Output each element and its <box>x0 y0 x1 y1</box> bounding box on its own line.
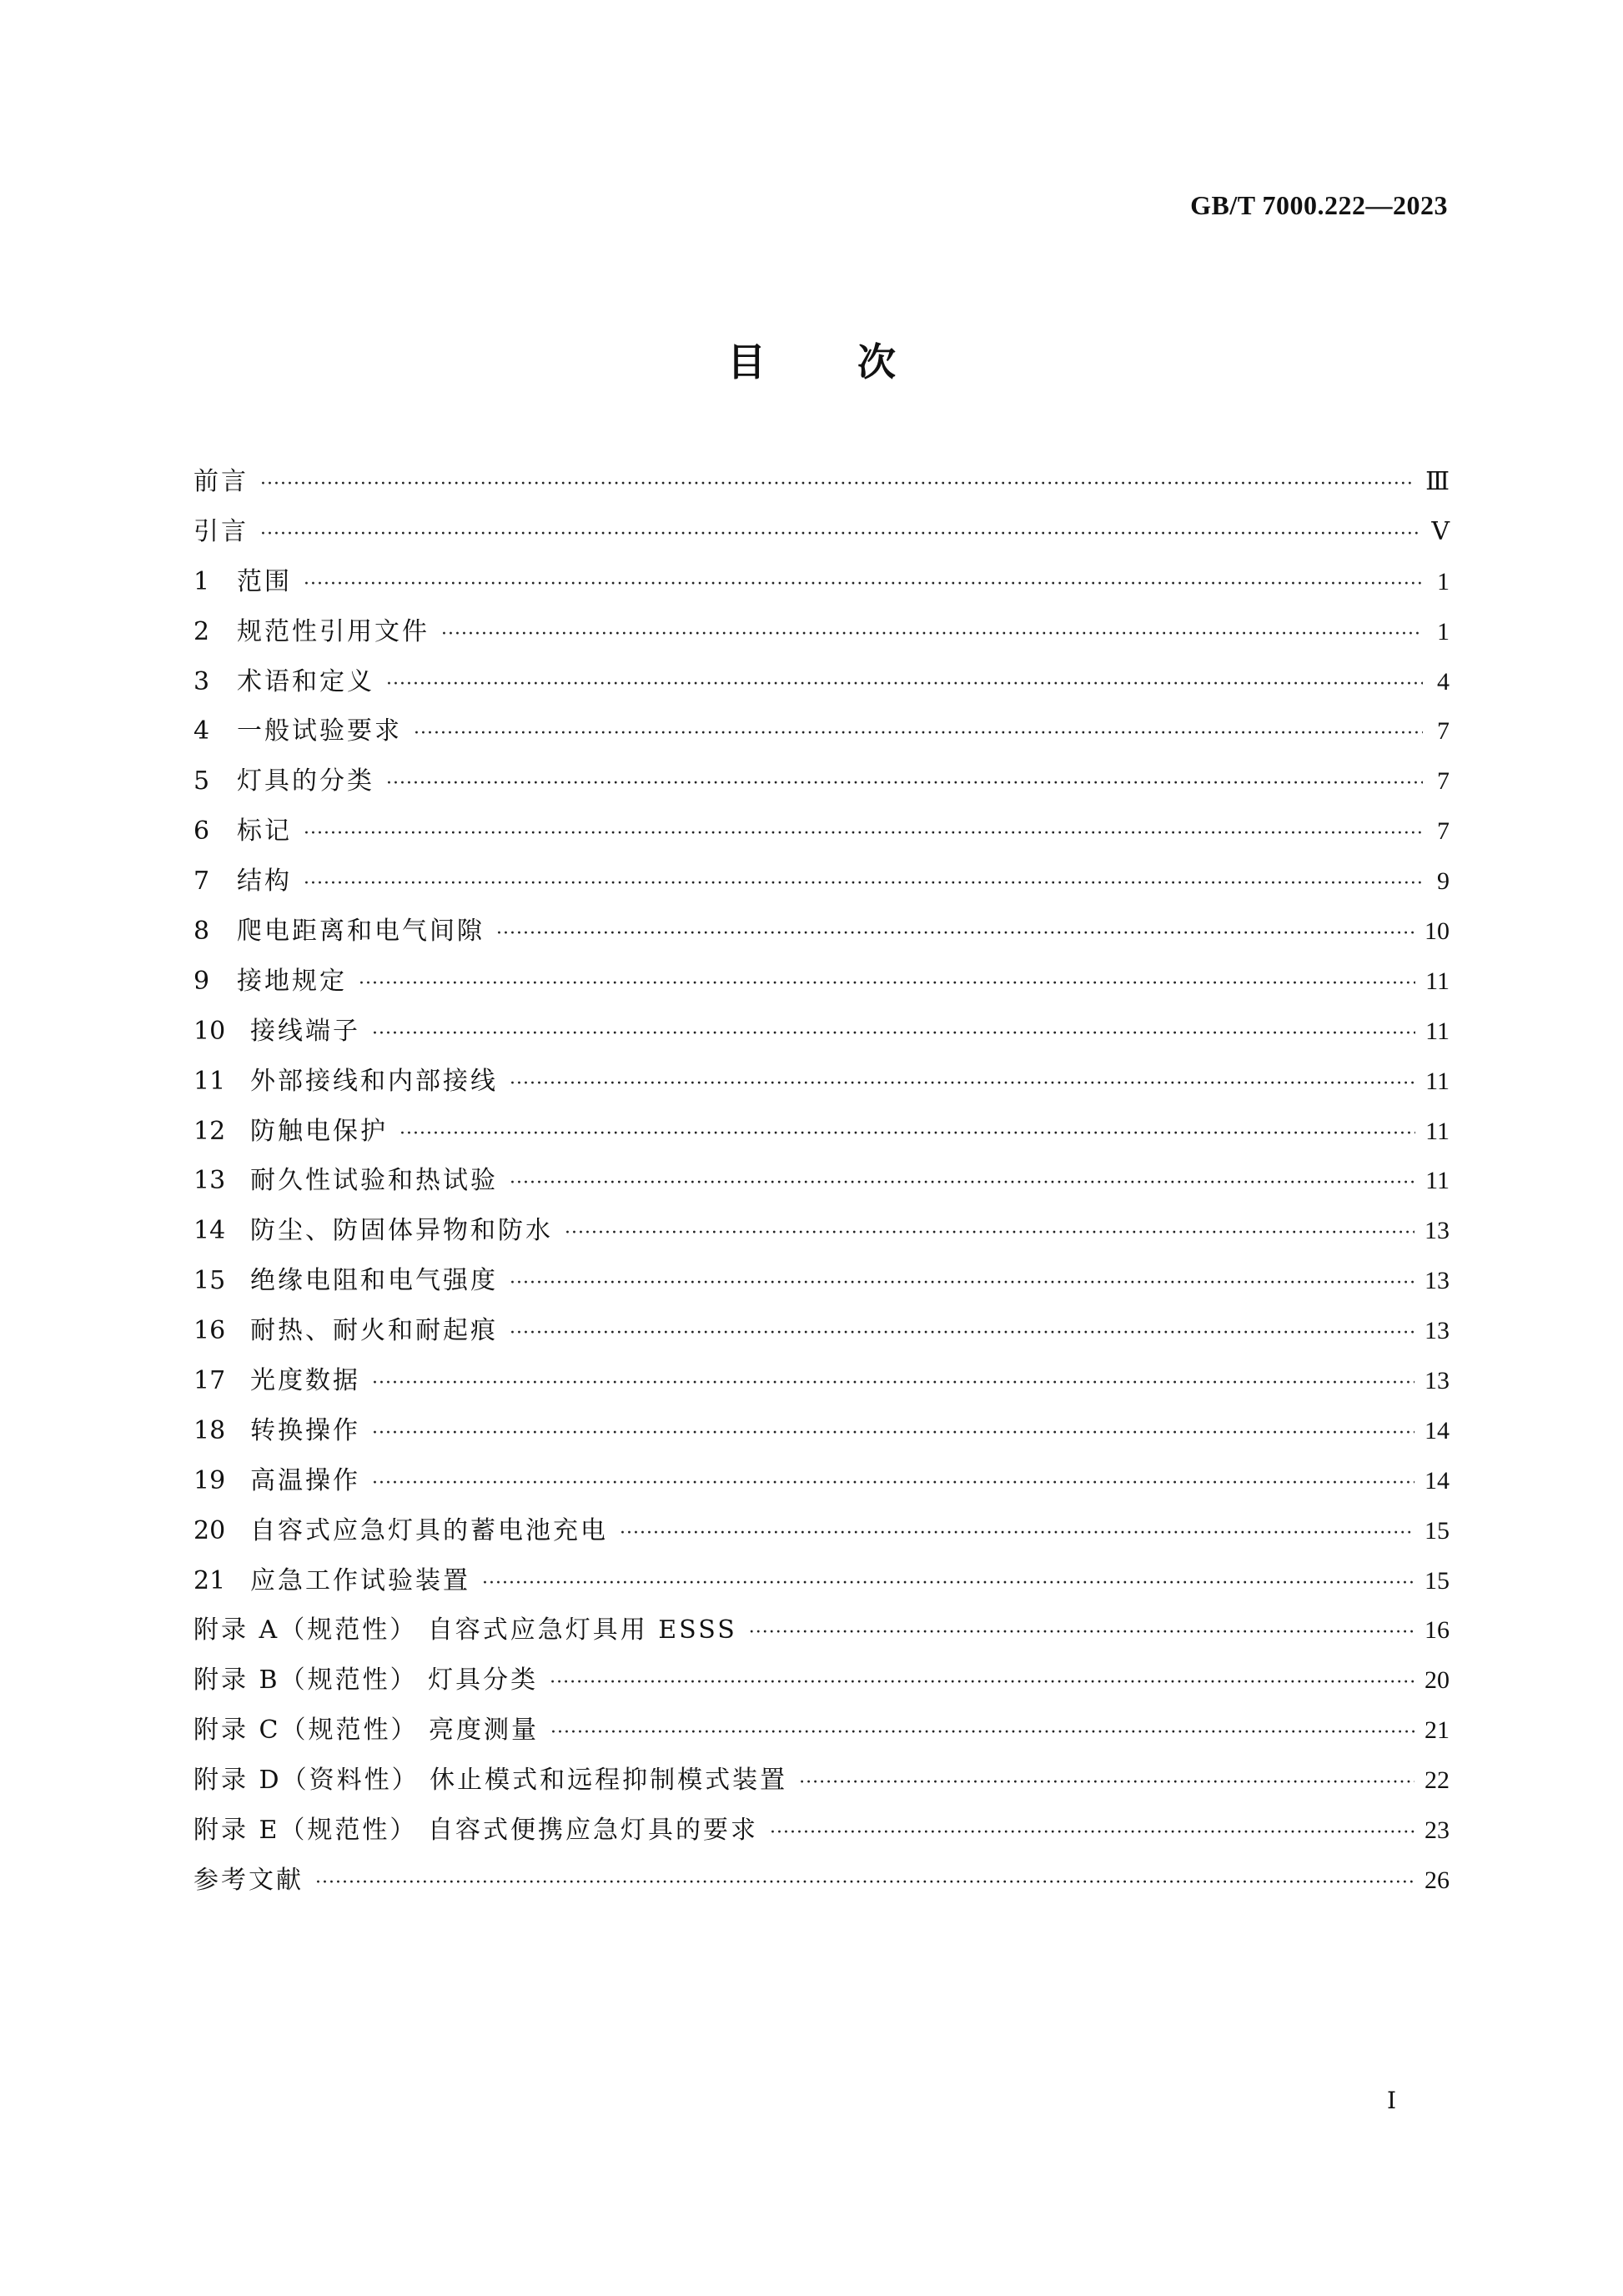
toc-leader-dots <box>414 709 1423 759</box>
toc-entry-page: 23 <box>1425 1816 1450 1845</box>
toc-entry-label: 接线端子 <box>250 1016 360 1046</box>
toc-entry-page: 11 <box>1425 1167 1450 1195</box>
toc-entry-page: 13 <box>1425 1217 1450 1245</box>
toc-entry-number: 20 <box>193 1515 226 1545</box>
toc-leader-dots <box>260 460 1415 510</box>
toc-entry-label: 标记 <box>237 816 292 847</box>
toc-entry[interactable] <box>193 1206 1450 1256</box>
toc-entry-page: 7 <box>1437 767 1450 796</box>
toc-entry-page: 4 <box>1437 667 1450 696</box>
toc-entry-number: 17 <box>193 1366 226 1396</box>
toc-entry-page: 9 <box>1437 867 1450 896</box>
toc-entry-page: 1 <box>1437 567 1450 595</box>
toc-entry-number: 21 <box>193 1565 226 1595</box>
toc-entry-label: 爬电距离和电气间隙 <box>237 917 485 947</box>
toc-entry[interactable] <box>193 857 1450 907</box>
toc-leader-dots <box>372 1409 1414 1459</box>
toc-entry-number: 14 <box>193 1216 226 1246</box>
toc-leader-dots <box>399 1109 1415 1159</box>
toc-entry-number: 16 <box>193 1316 226 1346</box>
toc-entry-label: 防尘、防固体异物和防水 <box>250 1216 553 1246</box>
toc-entry-number: 9 <box>193 966 210 996</box>
toc-entry[interactable] <box>193 1356 1450 1406</box>
toc-entry-label: 规范性引用文件 <box>237 616 430 646</box>
toc-entry-page: 11 <box>1425 967 1450 995</box>
toc-entry[interactable] <box>193 806 1450 857</box>
toc-leader-dots <box>372 1009 1415 1059</box>
toc-entry-label: 应急工作试验装置 <box>250 1565 470 1595</box>
toc-leader-dots <box>304 560 1423 610</box>
toc-entry[interactable] <box>193 1057 1450 1107</box>
toc-leader-dots <box>441 610 1423 660</box>
page-number: Ⅰ <box>1386 2088 1396 2114</box>
standard-code: GB/T 7000.222—2023 <box>1190 190 1448 220</box>
toc-entry-label: 附录 D（资料性） 休止模式和远程抑制模式装置 <box>193 1766 788 1796</box>
toc-leader-dots <box>510 1158 1415 1208</box>
toc-entry[interactable] <box>193 1156 1450 1206</box>
toc-entry-page: 10 <box>1425 917 1450 946</box>
toc-entry-page: 14 <box>1425 1466 1450 1495</box>
page-title-part1: 目 <box>727 339 766 384</box>
toc-entry[interactable] <box>193 1605 1450 1655</box>
toc-leader-dots <box>304 809 1423 859</box>
toc-entry[interactable] <box>193 1406 1450 1456</box>
toc-entry-number: 18 <box>193 1415 226 1445</box>
toc-entry-label: 范围 <box>237 566 292 596</box>
toc-leader-dots <box>550 1658 1414 1708</box>
toc-entry[interactable] <box>193 1256 1450 1306</box>
toc-entry[interactable] <box>193 457 1450 507</box>
toc-leader-dots <box>304 859 1423 909</box>
toc-entry-number: 12 <box>193 1116 226 1146</box>
toc-entry-label: 附录 E（规范性） 自容式便携应急灯具的要求 <box>193 1816 758 1846</box>
toc-entry[interactable] <box>193 1506 1450 1556</box>
toc-leader-dots <box>510 1309 1414 1359</box>
toc-leader-dots <box>482 1559 1414 1609</box>
toc-leader-dots <box>315 1858 1414 1908</box>
toc-entry-number: 10 <box>193 1016 226 1046</box>
toc-entry-label: 光度数据 <box>250 1366 360 1396</box>
toc-entry-label: 前言 <box>193 467 249 496</box>
toc-leader-dots <box>386 759 1423 809</box>
toc-entry-page: 7 <box>1437 817 1450 846</box>
toc-entry-number: 13 <box>193 1166 226 1196</box>
toc-entry[interactable] <box>193 1556 1450 1606</box>
toc-entry-page: 20 <box>1425 1666 1450 1695</box>
toc-entry-page: 16 <box>1425 1616 1450 1645</box>
toc-entry[interactable] <box>193 507 1450 557</box>
toc-entry[interactable] <box>193 1806 1450 1856</box>
toc-entry[interactable] <box>193 1756 1450 1806</box>
toc-entry-page: 26 <box>1425 1866 1450 1894</box>
toc-entry-page: 13 <box>1425 1367 1450 1395</box>
toc-leader-dots <box>510 1259 1414 1309</box>
toc-entry[interactable] <box>193 957 1450 1007</box>
toc-leader-dots <box>372 1459 1414 1509</box>
toc-entry-label: 引言 <box>193 516 249 546</box>
toc-entry-label: 附录 C（规范性） 亮度测量 <box>193 1716 540 1746</box>
toc-entry[interactable] <box>193 1306 1450 1356</box>
toc-leader-dots <box>496 909 1414 959</box>
toc-entry[interactable] <box>193 1655 1450 1706</box>
toc-entry-page: 11 <box>1425 1117 1450 1145</box>
toc-entry-number: 5 <box>193 766 210 796</box>
toc-entry-label: 一般试验要求 <box>237 716 402 746</box>
toc-entry[interactable] <box>193 607 1450 657</box>
toc-entry[interactable] <box>193 706 1450 756</box>
toc-entry-page: 15 <box>1425 1566 1450 1595</box>
toc-leader-dots <box>799 1758 1414 1808</box>
toc-entry-number: 1 <box>193 566 210 596</box>
toc-entry-label: 转换操作 <box>250 1415 360 1445</box>
toc-entry-number: 3 <box>193 666 210 696</box>
toc-entry-page: 14 <box>1425 1416 1450 1444</box>
toc-entry-label: 附录 A（规范性） 自容式应急灯具用 ESSS <box>193 1615 737 1645</box>
toc-entry-page: Ⅲ <box>1425 468 1450 495</box>
toc-leader-dots <box>550 1708 1414 1758</box>
page-title-part2: 次 <box>857 339 896 384</box>
toc-entry-page: 1 <box>1437 617 1450 646</box>
toc-entry[interactable] <box>193 1856 1450 1906</box>
toc-entry[interactable] <box>193 557 1450 607</box>
toc-entry-label: 术语和定义 <box>237 666 374 696</box>
toc-leader-dots <box>372 1359 1414 1409</box>
toc-entry-page: 22 <box>1425 1766 1450 1795</box>
toc-entry-page: 7 <box>1437 717 1450 746</box>
toc-entry-number: 6 <box>193 816 210 847</box>
toc-leader-dots <box>770 1808 1414 1858</box>
toc-entry-number: 7 <box>193 867 210 897</box>
toc-entry-number: 4 <box>193 716 210 746</box>
toc-entry-label: 灯具的分类 <box>237 766 374 796</box>
toc-entry[interactable] <box>193 1007 1450 1057</box>
toc-entry-label: 防触电保护 <box>250 1116 388 1146</box>
toc-entry[interactable] <box>193 1706 1450 1756</box>
toc-entry[interactable] <box>193 657 1450 707</box>
toc-entry-label: 自容式应急灯具的蓄电池充电 <box>250 1515 608 1545</box>
toc-entry-page: 11 <box>1425 1017 1450 1045</box>
toc-leader-dots <box>359 959 1415 1009</box>
toc-entry-page: Ⅴ <box>1431 517 1450 545</box>
toc-entry[interactable] <box>193 1456 1450 1506</box>
toc-entry-label: 附录 B（规范性） 灯具分类 <box>193 1665 539 1696</box>
toc-leader-dots <box>510 1059 1415 1109</box>
toc-entry[interactable] <box>193 756 1450 806</box>
toc-leader-dots <box>565 1208 1414 1259</box>
toc-entry-number: 2 <box>193 616 210 646</box>
toc-entry[interactable] <box>193 907 1450 957</box>
toc-leader-dots <box>386 660 1423 710</box>
page-title <box>0 332 1623 387</box>
toc-leader-dots <box>260 510 1421 560</box>
toc-entry-label: 参考文献 <box>193 1865 304 1895</box>
toc-entry-label: 绝缘电阻和电气强度 <box>250 1266 498 1296</box>
toc-entry-page: 15 <box>1425 1516 1450 1545</box>
toc-entry-page: 13 <box>1425 1267 1450 1295</box>
toc-leader-dots <box>749 1608 1414 1658</box>
toc-entry-number: 19 <box>193 1465 226 1495</box>
toc-entry-label: 高温操作 <box>250 1465 360 1495</box>
toc-entry-label: 耐久性试验和热试验 <box>250 1166 498 1196</box>
toc-entry-label: 接地规定 <box>237 966 347 996</box>
toc-entry-number: 8 <box>193 917 210 947</box>
toc-entry-label: 外部接线和内部接线 <box>250 1066 498 1096</box>
toc-entry-number: 11 <box>193 1066 226 1096</box>
toc-entry-number: 15 <box>193 1266 226 1296</box>
toc-entry-page: 21 <box>1425 1716 1450 1745</box>
toc-entry-label: 耐热、耐火和耐起痕 <box>250 1316 498 1346</box>
table-of-contents <box>193 457 1450 1906</box>
toc-entry-label: 结构 <box>237 867 292 897</box>
toc-leader-dots <box>620 1509 1414 1559</box>
toc-entry-page: 13 <box>1425 1317 1450 1345</box>
toc-entry-page: 11 <box>1425 1067 1450 1095</box>
toc-entry[interactable] <box>193 1107 1450 1157</box>
